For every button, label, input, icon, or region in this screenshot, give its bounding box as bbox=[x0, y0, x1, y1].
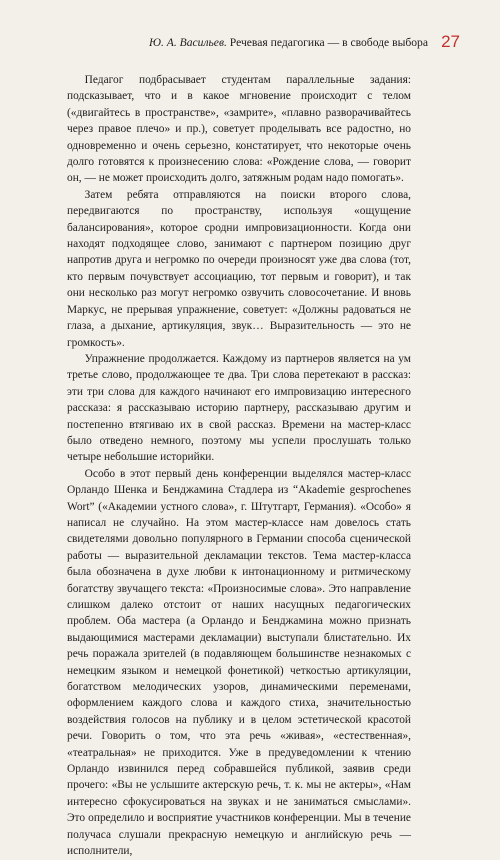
paragraph: Затем ребята отправляются на поиски второго слова, передвигаются по пространству, используя «ощущение балансирования», которое сродни импровизационности. Когда они находят подходящее слово, занимают с партнером позицию друг напротив друга и негромко по очереди произносят уже два слова (тот, кто первым почувствует ассоциацию, тот первым и говорит), и так они несколько раз могут негромко озвучить словосочетание. И вновь Маркус, не прерывая упражнение, советует: «Должны радоваться не глаза, а дыхание, артикуляция, звук… Выразительность — это не громкость». bbox=[67, 188, 411, 349]
page-number: 27 bbox=[441, 32, 460, 51]
running-head-title: Речевая педагогика — в свободе выбора bbox=[229, 36, 428, 49]
paragraph: Особо в этот первый день конференции выделялся мастер-класс Орландо Шенка и Бенджамина Стадлера из “Akademie gesprochenes Wort” («Академии устного слова», г. Штутгарт, Германия). «Особо» я написал не случайно. На этом мастер-классе нам довелось стать свидетелями довольно популярного в Германии способа сценической работы — выразительной декламации текстов. Тема мастер-класса была обозначена в духе любви к интонационному и ритмическому богатству звучащего текста: «Произносимые слова». Это направление слишком далеко отстоит от наших насущных педагогических проблем. Оба мастера (а Орландо и Бенджамина можно признать выдающимися мастерами декламации) выступали блистательно. Их речь поражала зрителей (в подавляющем большинстве незнакомых с немецким языком и немецкой фонетикой) четкостью артикуляции, богатством мелодических узоров, динамическими переменами, оформлением каждого слова и каждого стиха, значительностью воздействия голосов на публику и в целом эстетической красотой речи. Говорить о том, что эта речь «живая», «естественная», «театральная» не приходится. Уже в предуведомлении к чтению Орландо извинился перед собравшейся публикой, заявив среди прочего: «Вы не услышите актерскую речь, т. к. мы не актеры», «Нам интересно сфокусироваться на звуках и не заниматься смыслами». Это определило и восприятие участников конференции. Мы в течение получаса слушали прекрасную немецкую и английскую речь — исполнители, bbox=[67, 467, 411, 858]
running-head-author: Ю. А. Васильев. bbox=[149, 36, 227, 49]
paragraph: Упражнение продолжается. Каждому из партнеров является на ум третье слово, продолжающее те два. Три слова перетекают в рассказ: эти три слова для каждого начинают его импровизацию интересного рассказа: я рассказываю историю партнеру, рассказываю другим и постепенно втягиваю их в свой рассказ. Времени на мастер-класс было отведено немного, поэтому мы успели прослушать только четыре небольшие историйки. bbox=[67, 352, 411, 464]
paragraph: Педагог подбрасывает студентам параллельные задания: подсказывает, что и в какое мгновение происходит с телом («двигайтесь в пространстве», «замрите», «плавно разворачивайтесь через правое плечо» и пр.), советует проделывать все радостно, но одновременно и очень серьезно, констатирует, что некоторые очень долго готовятся к произнесению слова: «Рождение слова, — говорит он, — не может происходить долго, затяжным родам надо помогать». bbox=[67, 74, 411, 185]
body-text bbox=[67, 72, 411, 860]
running-head bbox=[60, 36, 428, 50]
